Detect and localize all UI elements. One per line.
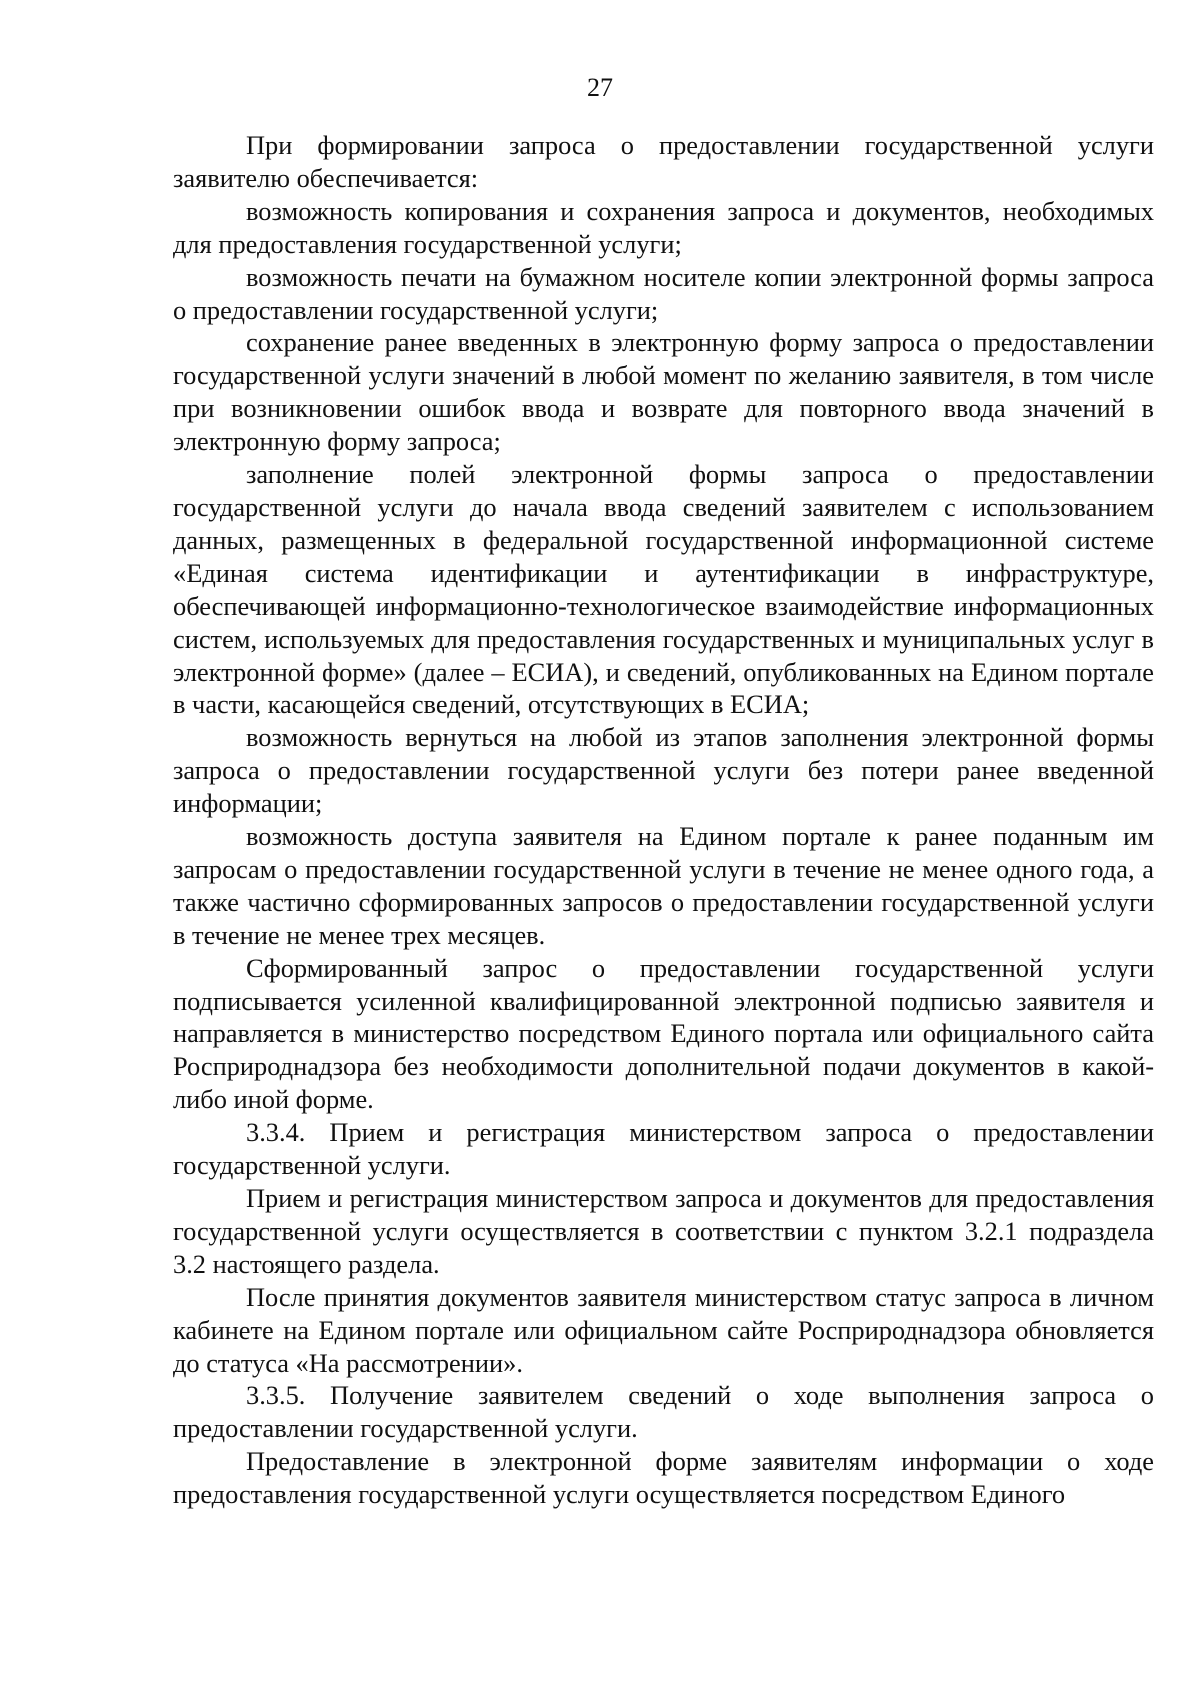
paragraph-status-update: После принятия документов заявителя министерством статус запроса в личном кабинете на Едином портале или официальном сайте Росприроднадзора обновляется до статуса «На рассмотрении».	[173, 1281, 1154, 1378]
paragraph-esia-autofill: заполнение полей электронной формы запроса о предоставлении государственной услуги до начала ввода сведений заявителем с использованием данных, размещенных в федеральной государственной информационной системе «Единая система идентификации и аутентификации в инфраструктуре, обеспечивающей информационно-технологическое взаимодействие информационных систем, используемых для предоставления государственных и муниципальных услуг в электронной форме» (далее – ЕСИА), и сведений, опубликованных на Едином портале в части, касающейся сведений, отсутствующих в ЕСИА;	[173, 459, 1154, 720]
paragraph-progress-info: Предоставление в электронной форме заявителям информации о ходе предоставления государственной услуги осуществляется посредством Единого	[173, 1446, 1154, 1510]
paragraph-copy-save: возможность копирования и сохранения запроса и документов, необходимых для предоставления государственной услуги;	[173, 195, 1154, 259]
paragraph-save-values: сохранение ранее введенных в электронную форму запроса о предоставлении государственной услуги значений в любой момент по желанию заявителя, в том числе при возникновении ошибок ввода и возврате для повторного ввода значений в электронную форму запроса;	[173, 327, 1154, 457]
paragraph-registration: Прием и регистрация министерством запроса и документов для предоставления государственной услуги осуществляется в соответствии с пунктом 3.2.1 подраздела 3.2 настоящего раздела.	[173, 1183, 1154, 1279]
paragraph-section-3-3-4: 3.3.4. Прием и регистрация министерством запроса о предоставлении государственной услуги.	[173, 1117, 1154, 1181]
paragraph-return-to-step: возможность вернуться на любой из этапов заполнения электронной формы запроса о предоставлении государственной услуги без потери ранее введенной информации;	[173, 722, 1154, 819]
paragraph-request-formation: При формировании запроса о предоставлении государственной услуги заявителю обеспечивается:	[173, 130, 1154, 193]
paragraph-section-3-3-5: 3.3.5. Получение заявителем сведений о ходе выполнения запроса о предоставлении государственной услуги.	[173, 1380, 1154, 1444]
paragraph-access-previous: возможность доступа заявителя на Едином портале к ранее поданным им запросам о предоставлении государственной услуги в течение не менее одного года, а также частично сформированных запросов о предоставлении государственной услуги в течение не менее трех месяцев.	[173, 821, 1154, 950]
document-body	[173, 129, 1154, 1511]
paragraph-signed-request: Сформированный запрос о предоставлении государственной услуги подписывается усиленной квалифицированной электронной подписью заявителя и направляется в министерство посредством Единого портала или официального сайта Росприроднадзора без необходимости дополнительной подачи документов в какой-либо иной форме.	[173, 952, 1154, 1115]
page-number: 27	[587, 73, 613, 102]
paragraph-print-copy: возможность печати на бумажном носителе копии электронной формы запроса о предоставлении государственной услуги;	[173, 261, 1154, 325]
